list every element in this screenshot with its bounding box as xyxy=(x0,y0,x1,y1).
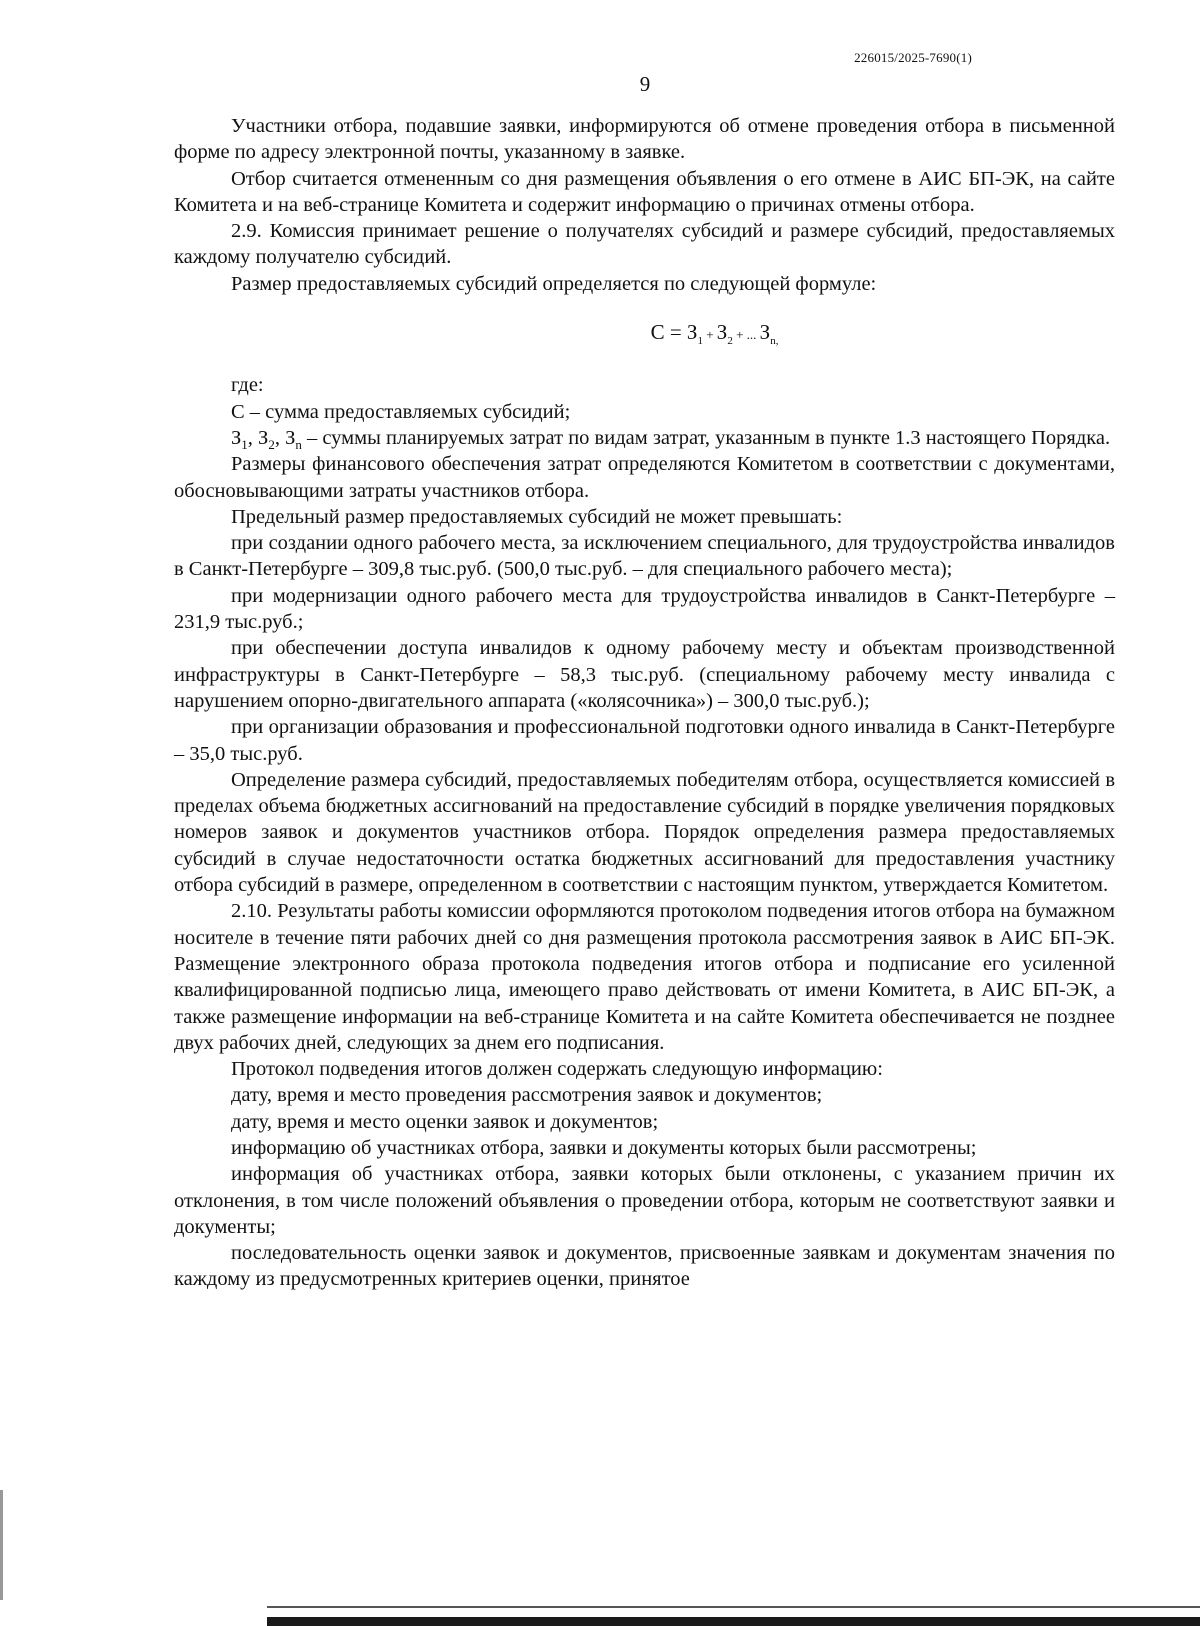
paragraph: Отбор считается отмененным со дня размещения объявления о его отмене в АИС БП-ЭК, на сайте Комитета и на веб-странице Комитета и содержит информацию о причинах отмены отбора. xyxy=(174,167,1115,216)
formula-sub-n: n, xyxy=(770,335,779,348)
paragraph: Размер предоставляемых субсидий определяется по следующей формуле: xyxy=(231,272,877,295)
list-item: дату, время и место проведения рассмотрения заявок и документов; xyxy=(231,1084,823,1107)
sub-1: 1 xyxy=(241,437,248,453)
paragraph: Размеры финансового обеспечения затрат определяются Комитетом в соответствии с документами, обосновывающими затраты участников отбора. xyxy=(174,453,1115,502)
paragraph: Протокол подведения итогов должен содержать следующую информацию: xyxy=(231,1058,883,1081)
paragraph: при модернизации одного рабочего места для трудоустройства инвалидов в Санкт-Петербурге – 231,9 тыс.руб.; xyxy=(174,584,1115,634)
list-item: дату, время и место оценки заявок и документов; xyxy=(231,1110,659,1133)
formula-zn: З xyxy=(759,320,771,345)
z-symbol: З xyxy=(231,426,242,449)
list-item: информацию об участниках отбора, заявки и документы которых были рассмотрены; xyxy=(231,1136,977,1159)
paragraph: Определение размера субсидий, предоставляемых победителям отбора, осуществляется комиссией в пределах объема бюджетных ассигнований на предоставление субсидий в порядке увеличения порядковых номеров заявок и документов участников отбора. Порядок определения размера предоставляемых субсидий в случае недостаточности остатка бюджетных ассигнований для предоставления участнику отбора субсидий в размере, определенном в соответствии с настоящим пунктом, утверждается Комитетом. xyxy=(174,768,1115,897)
formula-plus: + xyxy=(702,327,717,343)
formula-lhs: С = З xyxy=(650,320,698,345)
paragraph: где: xyxy=(231,374,264,397)
formula-sub-2: 2 xyxy=(727,335,733,348)
sub-n: n xyxy=(295,437,302,453)
paragraph: при организации образования и профессиональной подготовки одного инвалида в Санкт-Петербурге – 35,0 тыс.руб. xyxy=(174,716,1115,765)
subsidy-formula xyxy=(174,319,1115,348)
paragraph-cost-definitions xyxy=(174,425,1115,451)
scan-edge-mark xyxy=(0,1490,3,1600)
z-symbol: , З xyxy=(274,426,296,449)
paragraph: С – сумма предоставляемых субсидий; xyxy=(231,400,571,423)
paragraph: Участники отбора, подавшие заявки, информируются об отмене проведения отбора в письменной форме по адресу электронной почты, указанному в заявке. xyxy=(174,115,1115,164)
scan-bottom-border xyxy=(267,1617,1200,1626)
paragraph: при создании одного рабочего места, за исключением специального, для трудоустройства инвалидов в Санкт-Петербурге – 309,8 тыс.руб. (500,0 тыс.руб. – для специального рабочего места); xyxy=(174,532,1115,581)
document-number: 226015/2025-7690(1) xyxy=(854,50,972,65)
scan-bottom-line xyxy=(267,1606,1200,1608)
z-symbol: , З xyxy=(247,426,269,449)
cost-definition-text: – суммы планируемых затрат по видам затрат, указанным в пункте 1.3 настоящего Порядка. xyxy=(301,426,1111,449)
paragraph-section-2-9: 2.9. Комиссия принимает решение о получателях субсидий и размере субсидий, предоставляемых каждому получателю субсидий. xyxy=(174,220,1115,269)
paragraph-section-2-10: 2.10. Результаты работы комиссии оформляются протоколом подведения итогов отбора на бумажном носителе в течение пяти рабочих дней со дня размещения протокола рассмотрения заявок в АИС БП-ЭК. Размещение электронного образа протокола подведения итогов отбора и подписание его усиленной квалифицированной подписью лица, имеющего право действовать от имени Комитета, в АИС БП-ЭК, а также размещение информации на веб-странице Комитета и на сайте Комитета обеспечивается не позднее двух рабочих дней, следующих за днем его подписания. xyxy=(174,900,1115,1054)
list-item: информация об участниках отбора, заявки которых были отклонены, с указанием причин их отклонения, в том числе положений объявления о проведении отбора, которым не соответствуют заявки и документы; xyxy=(174,1163,1115,1238)
page-number: 9 xyxy=(639,72,651,96)
paragraph: при обеспечении доступа инвалидов к одному рабочему месту и объектам производственной инфраструктуры в Санкт-Петербурге – 58,3 тыс.руб. (специальному рабочему месту инвалида с нарушением опорно-двигательного аппарата («колясочника») – 300,0 тыс.руб.); xyxy=(174,637,1115,712)
sub-2: 2 xyxy=(268,437,275,453)
list-item: последовательность оценки заявок и документов, присвоенные заявкам и документам значения по каждому из предусмотренных критериев оценки, принятое xyxy=(174,1242,1115,1291)
paragraph: Предельный размер предоставляемых субсидий не может превышать: xyxy=(231,505,843,528)
document-body xyxy=(174,113,1115,1293)
formula-z2: З xyxy=(716,320,728,345)
formula-sub-1: 1 xyxy=(697,335,703,348)
formula-plus-ellipsis: + ... xyxy=(732,327,760,343)
